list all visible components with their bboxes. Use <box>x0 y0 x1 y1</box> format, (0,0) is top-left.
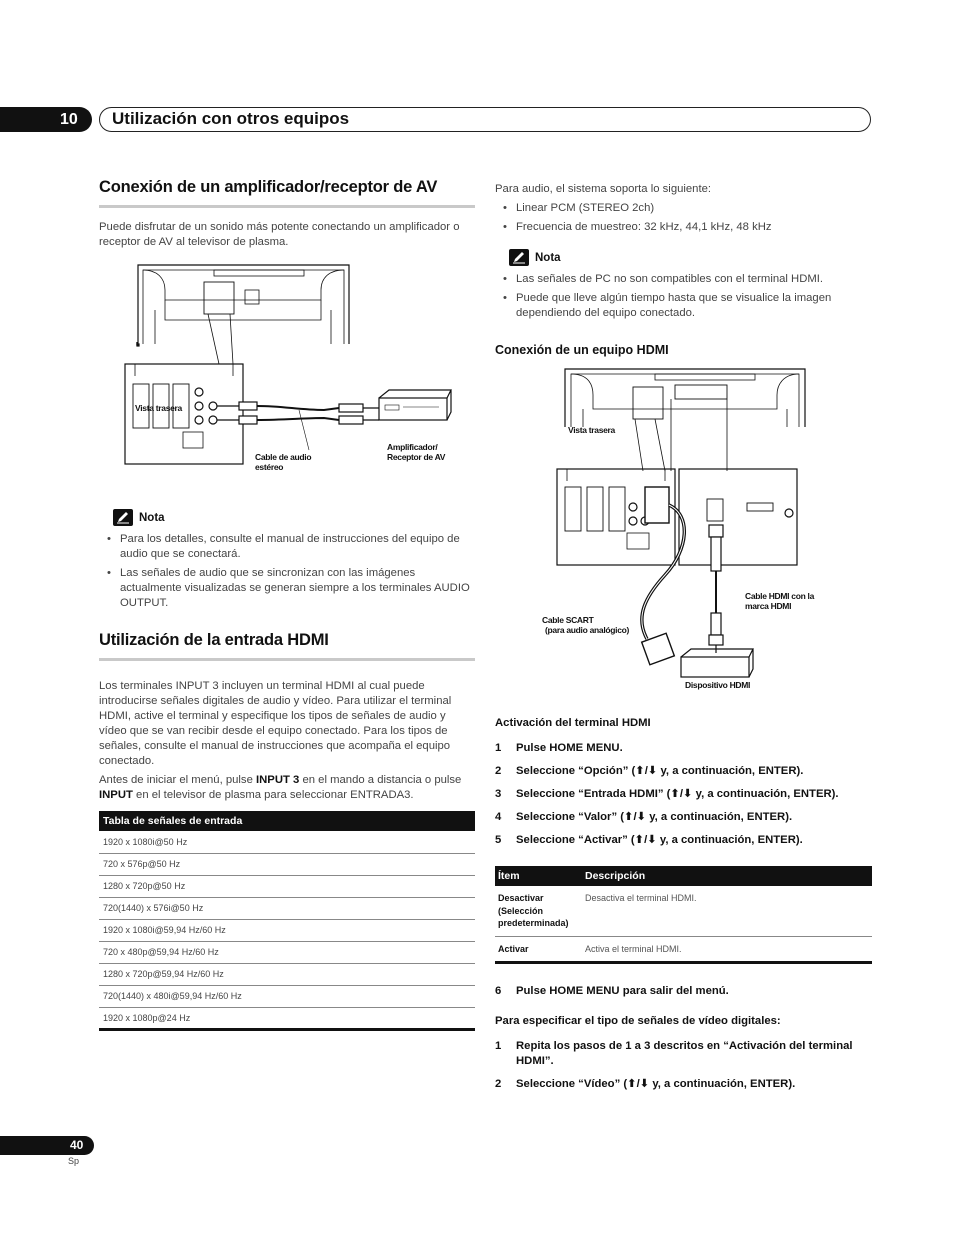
step-item <box>495 764 873 779</box>
step-item <box>495 1077 873 1092</box>
hdmi-device-label: Dispositivo HDMI <box>685 680 751 690</box>
table-row <box>495 886 872 936</box>
step-item <box>495 810 873 825</box>
rear-view-label: Vista trasera <box>568 425 615 435</box>
step-number: 2 <box>495 765 502 777</box>
signal-cell: 720(1440) x 576i@50 Hz <box>99 897 475 919</box>
table-row <box>495 936 872 963</box>
table-row <box>99 985 475 1007</box>
step-item <box>495 984 873 999</box>
text-run: en el televisor de plasma para seleccionar ENTRADA3. <box>132 789 414 801</box>
signal-cell: 1920 x 1080p@24 Hz <box>103 1012 191 1023</box>
signal-cell: 720 x 480p@59,94 Hz/60 Hz <box>99 941 475 963</box>
step-text: Repita los pasos de 1 a 3 descritos en “Activación del terminal HDMI”. <box>516 1040 853 1067</box>
scart-cable-label <box>542 615 642 635</box>
description-cell: Desactiva el terminal HDMI. <box>582 886 872 936</box>
step-number: 2 <box>495 1078 502 1090</box>
nota-header <box>113 509 475 526</box>
text-run: en el mando a distancia o pulse <box>299 774 462 786</box>
av-intro-paragraph: Puede disfrutar de un sonido más potente conectando un amplificador o receptor de AV al televisor de plasma. <box>99 221 460 248</box>
step-number: 1 <box>495 742 502 754</box>
nota-title: Nota <box>139 511 165 524</box>
signal-cell: 1280 x 720p@59,94 Hz/60 Hz <box>99 963 475 985</box>
step-number: 1 <box>495 1040 502 1052</box>
description-cell: Activa el terminal HDMI. <box>585 943 682 954</box>
signal-cell: 720 x 576p@50 Hz <box>99 853 475 875</box>
table-row <box>99 919 475 941</box>
item-cell: Desactivar (Selección predeterminada) <box>495 886 582 936</box>
table-row <box>99 875 475 897</box>
step-text: Pulse HOME MENU para salir del menú. <box>516 985 729 997</box>
chapter-title: Utilización con otros equipos <box>112 109 350 128</box>
hdmi-paragraph-1: Los terminales INPUT 3 incluyen un terminal HDMI al cual puede introducirse señales digitales de audio y vídeo. Para utilizar el terminal HDMI, active el terminal y especifique los tipos de señales de audio y vídeo que se van recibir desde el equipo conectado. Para los tipos de señales, consulte el manual de instrucciones que acompaña el equipo conectado. <box>99 680 452 767</box>
step-text: Seleccione “Entrada HDMI” (⬆/⬇ y, a continuación, ENTER). <box>516 788 839 800</box>
language-code: Sp <box>68 1156 80 1166</box>
signal-cell: 1920 x 1080i@59,94 Hz/60 Hz <box>99 919 475 941</box>
step-item <box>495 833 873 848</box>
step-text: Seleccione “Valor” (⬆/⬇ y, a continuación, ENTER). <box>516 811 793 823</box>
signal-cell: 1280 x 720p@50 Hz <box>99 875 475 897</box>
step-text: Seleccione “Opción” (⬆/⬇ y, a continuación, ENTER). <box>516 765 804 777</box>
step-item <box>495 741 873 756</box>
chapter-header <box>99 107 871 132</box>
hdmi-connection-title: Conexión de un equipo HDMI <box>495 343 669 357</box>
nota-item: • Las señales de PC no son compatibles con el terminal HDMI. <box>503 272 873 287</box>
activation-title: Activación del terminal HDMI <box>495 717 651 729</box>
hdmi-connection-diagram <box>495 365 873 705</box>
video-type-title: Para especificar el tipo de señales de vídeo digitales: <box>495 1015 781 1027</box>
section-title-av-amplifier: Conexión de un amplificador/receptor de AV <box>99 178 475 208</box>
signal-table-header: Tabla de señales de entrada <box>99 811 475 831</box>
pencil-note-icon <box>113 509 133 526</box>
step-text: Pulse HOME MENU. <box>516 742 623 754</box>
nota-block-right <box>495 249 873 321</box>
left-column <box>99 178 475 1031</box>
audio-support-intro: Para audio, el sistema soporta lo siguiente: <box>495 183 712 195</box>
page-number: 40 <box>0 1136 94 1155</box>
table-row <box>99 831 475 853</box>
step-number: 5 <box>495 834 502 846</box>
nota-header <box>509 249 873 266</box>
step-text: Seleccione “Vídeo” (⬆/⬇ y, a continuación, ENTER). <box>516 1078 796 1090</box>
step-number: 3 <box>495 788 502 800</box>
key-input: INPUT <box>99 789 133 801</box>
step-item <box>495 1039 873 1069</box>
table-row <box>99 941 475 963</box>
nota-list-left <box>107 532 475 611</box>
table-row <box>99 897 475 919</box>
step-number: 6 <box>495 985 502 997</box>
text-run: Antes de iniciar el menú, pulse <box>99 774 256 786</box>
hdmi-item-table <box>495 866 872 964</box>
chapter-number: 10 <box>0 107 92 132</box>
signal-cell: 720(1440) x 480i@59,94 Hz/60 Hz <box>99 985 475 1007</box>
scart-cable-text: Cable SCART <box>542 615 594 625</box>
item-header: Ítem <box>495 866 582 886</box>
stereo-cable-label: Cable de audio estéreo <box>255 452 312 472</box>
activation-steps <box>495 741 873 848</box>
key-input3: INPUT 3 <box>256 774 300 786</box>
input-signal-table <box>99 811 475 1031</box>
audio-support-item: • Linear PCM (STEREO 2ch) <box>503 201 873 216</box>
table-row <box>99 963 475 985</box>
table-row <box>99 853 475 875</box>
audio-support-list <box>503 201 873 235</box>
rear-view-label: Vista trasera <box>135 403 182 413</box>
hdmi-paragraph-2 <box>99 773 475 803</box>
step-text: Seleccione “Activar” (⬆/⬇ y, a continuación, ENTER). <box>516 834 803 846</box>
item-cell: Activar <box>498 943 529 954</box>
amplifier-label: Amplificador/ Receptor de AV <box>387 442 446 462</box>
hdmi-cable-label: Cable HDMI con la marca HDMI <box>745 591 815 611</box>
signal-cell: 1920 x 1080i@50 Hz <box>99 831 475 853</box>
step-item <box>495 787 873 802</box>
audio-support-item: • Frecuencia de muestreo: 32 kHz, 44,1 kHz, 48 kHz <box>503 220 873 235</box>
description-header: Descripción <box>582 866 872 886</box>
table-row <box>99 1007 475 1029</box>
section-title-hdmi-input: Utilización de la entrada HDMI <box>99 631 475 661</box>
pencil-note-icon <box>509 249 529 266</box>
step-number: 4 <box>495 811 502 823</box>
hdmi-diagram-drawing <box>495 365 873 705</box>
nota-block-left <box>99 509 475 611</box>
right-column <box>495 178 873 1100</box>
nota-list-right <box>503 272 873 321</box>
nota-item: • Para los detalles, consulte el manual de instrucciones del equipo de audio que se conectará. <box>107 532 475 562</box>
av-connection-diagram <box>99 260 475 485</box>
nota-item: • Puede que lleve algún tiempo hasta que se visualice la imagen dependiendo del equipo conectado. <box>503 291 873 321</box>
scart-cable-sub-text: (para audio analógico) <box>545 625 630 635</box>
nota-title: Nota <box>535 251 561 264</box>
nota-item: • Las señales de audio que se sincronizan con las imágenes actualmente visualizadas se generan siempre a los terminales AUDIO OUTPUT. <box>107 566 475 611</box>
